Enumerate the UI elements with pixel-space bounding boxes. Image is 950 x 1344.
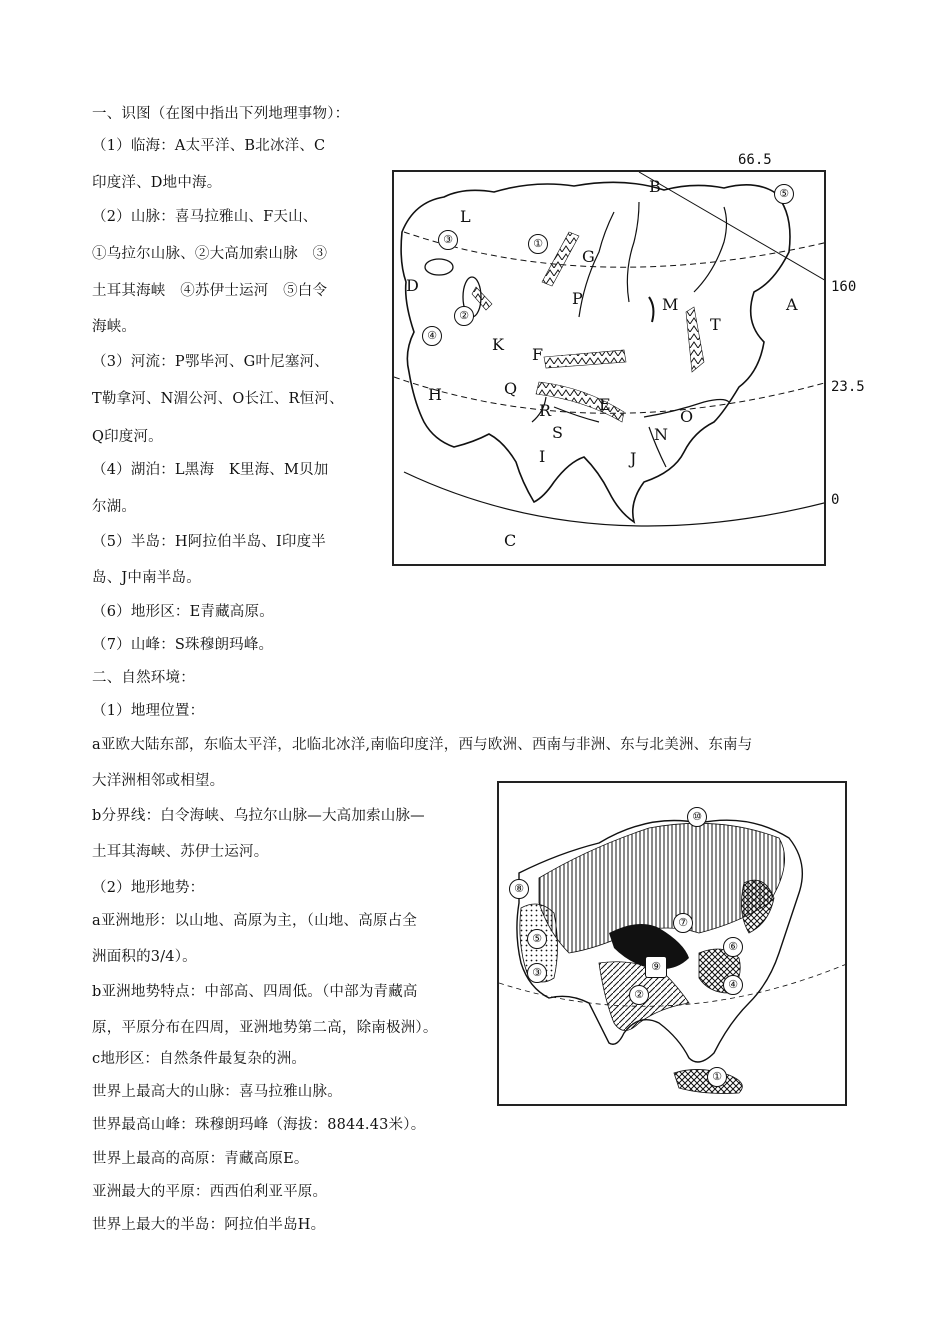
arctic-circle-line	[404, 232, 826, 267]
yenisei-river	[627, 202, 639, 302]
label-yenisei-G: G	[582, 247, 595, 266]
part1-seas-line1: （1）临海：A太平洋、B北冰洋、C	[92, 138, 326, 154]
label-everest-S: S	[552, 423, 563, 442]
circled-1-malay: ①	[707, 1067, 727, 1087]
location-heading: （1）地理位置：	[92, 703, 205, 719]
part1-rivers-line1: （3）河流：P鄂毕河、G叶尼塞河、	[92, 354, 329, 370]
asia-map-2-drawing	[499, 783, 847, 1106]
part1-seas-line2: 印度洋、D地中海。	[92, 175, 222, 191]
fact-highest-peak: 世界最高山峰：珠穆朗玛峰（海拔：8844.43米）。	[92, 1117, 426, 1133]
circled-5-iran: ⑤	[527, 929, 547, 949]
circled-3-arabia: ③	[527, 963, 547, 983]
terrain-b-line1: b亚洲地势特点：中部高、四周低。（中部为青藏高	[92, 984, 418, 1000]
terrain-c: c地形区：自然条件最复杂的洲。	[92, 1051, 307, 1067]
label-tibet-E: E	[599, 395, 611, 414]
circled-2-caucasus: ②	[454, 306, 474, 326]
circled-1-ural: ①	[528, 234, 548, 254]
label-pacific-A: A	[786, 295, 798, 314]
part1-rivers-line3: Q印度河。	[92, 429, 163, 445]
baikal-lake-outline	[649, 297, 653, 322]
label-caspian-K: K	[492, 335, 504, 354]
lat-23-label: 23.5	[831, 379, 865, 395]
asia-map-2	[497, 781, 847, 1106]
label-indian-C: C	[504, 531, 517, 550]
lat-0-label: 0	[831, 492, 840, 508]
label-lena-T: T	[710, 315, 721, 334]
label-black-sea-L: L	[460, 207, 471, 226]
fact-highest-plateau: 世界上最高的高原：青藏高原E。	[92, 1151, 309, 1167]
part1-mountains-line1: （2）山脉：喜马拉雅山、F天山、	[92, 209, 318, 225]
label-mekong-N: N	[654, 425, 668, 444]
equator-line	[404, 472, 826, 526]
part1-landform: （6）地形区：E青藏高原。	[92, 604, 274, 620]
location-a-line2: 大洋洲相邻或相望。	[92, 773, 225, 789]
terrain-a-line1: a亚洲地形：以山地、高原为主，（山地、高原占全	[92, 913, 417, 929]
terrain-a-line2: 洲面积的3/4）。	[92, 949, 197, 965]
label-arabia-H: H	[428, 385, 442, 404]
fact-largest-plain: 亚洲最大的平原：西西伯利亚平原。	[92, 1184, 328, 1200]
circled-2-india: ②	[629, 985, 649, 1005]
part1-mountains-line3: 土耳其海峡 ④苏伊士运河 ⑤白令	[92, 283, 328, 299]
part1-mountains-line4: 海峡。	[92, 319, 137, 335]
ganges-river	[554, 407, 599, 422]
lat-66-label: 66.5	[738, 152, 772, 168]
circled-7-siberia: ⑦	[673, 913, 693, 933]
circled-10-north: ⑩	[687, 807, 707, 827]
label-indus-Q: Q	[504, 379, 518, 398]
eastern-mountains	[686, 307, 704, 372]
caucasus-mountains	[472, 287, 492, 310]
squared-9-tibet: ⑨	[645, 956, 667, 978]
label-ganges-R: R	[539, 401, 552, 420]
longitude-160-line	[639, 172, 826, 282]
circled-6-northeast: ⑥	[723, 937, 743, 957]
black-sea-outline	[425, 259, 453, 275]
part1-peninsulas-line2: 岛、J中南半岛。	[92, 570, 201, 586]
lon-160-label: 160	[831, 279, 857, 295]
location-a-line1: a亚欧大陆东部，东临太平洋，北临北冰洋,南临印度洋，西与欧洲、西南与非洲、东与北美洲、东南与	[92, 737, 753, 753]
part1-lakes-line1: （4）湖泊：L黑海 K里海、M贝加	[92, 462, 329, 478]
tianshan-mountains	[544, 350, 626, 368]
circled-4-suez: ④	[422, 326, 442, 346]
circled-8-west: ⑧	[509, 879, 529, 899]
terrain-b-line2: 原，平原分布在四周，亚洲地势第二高，除南极洲）。	[92, 1020, 438, 1036]
label-mediterranean-D: D	[406, 276, 419, 295]
part2-title: 二、自然环境：	[92, 670, 195, 686]
label-yangtze-O: O	[680, 407, 694, 426]
part1-title: 一、识图（在图中指出下列地理事物）：	[92, 106, 350, 122]
asia-coastline	[401, 182, 790, 522]
part1-rivers-line2: T勒拿河、N湄公河、O长江、R恒河、	[92, 391, 344, 407]
label-ob-P: P	[572, 289, 583, 308]
label-tianshan-F: F	[532, 345, 544, 364]
part1-lakes-line2: 尔湖。	[92, 499, 137, 515]
circled-5-bering: ⑤	[774, 184, 794, 204]
part1-peninsulas-line1: （5）半岛：H阿拉伯半岛、I印度半	[92, 534, 326, 550]
asia-map-1-drawing	[394, 172, 826, 566]
circled-3-turkish-straits: ③	[438, 230, 458, 250]
location-b-line1: b分界线：白令海峡、乌拉尔山脉—大高加索山脉—	[92, 808, 425, 824]
fact-highest-range: 世界上最高大的山脉：喜马拉雅山脉。	[92, 1084, 342, 1100]
fact-largest-peninsula: 世界上最大的半岛：阿拉伯半岛H。	[92, 1217, 326, 1233]
part1-mountains-line2: ①乌拉尔山脉、②大高加索山脉 ③	[92, 246, 328, 262]
label-indochina-J: J	[630, 449, 637, 468]
part1-peak: （7）山峰：S珠穆朗玛峰。	[92, 637, 274, 653]
circled-4-east-china: ④	[723, 975, 743, 995]
terrain-heading: （2）地形地势：	[92, 880, 205, 896]
label-arctic-B: B	[649, 177, 661, 196]
label-baikal-M: M	[662, 295, 679, 314]
asia-map-1	[392, 170, 826, 566]
label-india-I: I	[539, 447, 546, 466]
northeast-region	[741, 880, 774, 933]
location-b-line2: 土耳其海峡、苏伊士运河。	[92, 844, 269, 860]
